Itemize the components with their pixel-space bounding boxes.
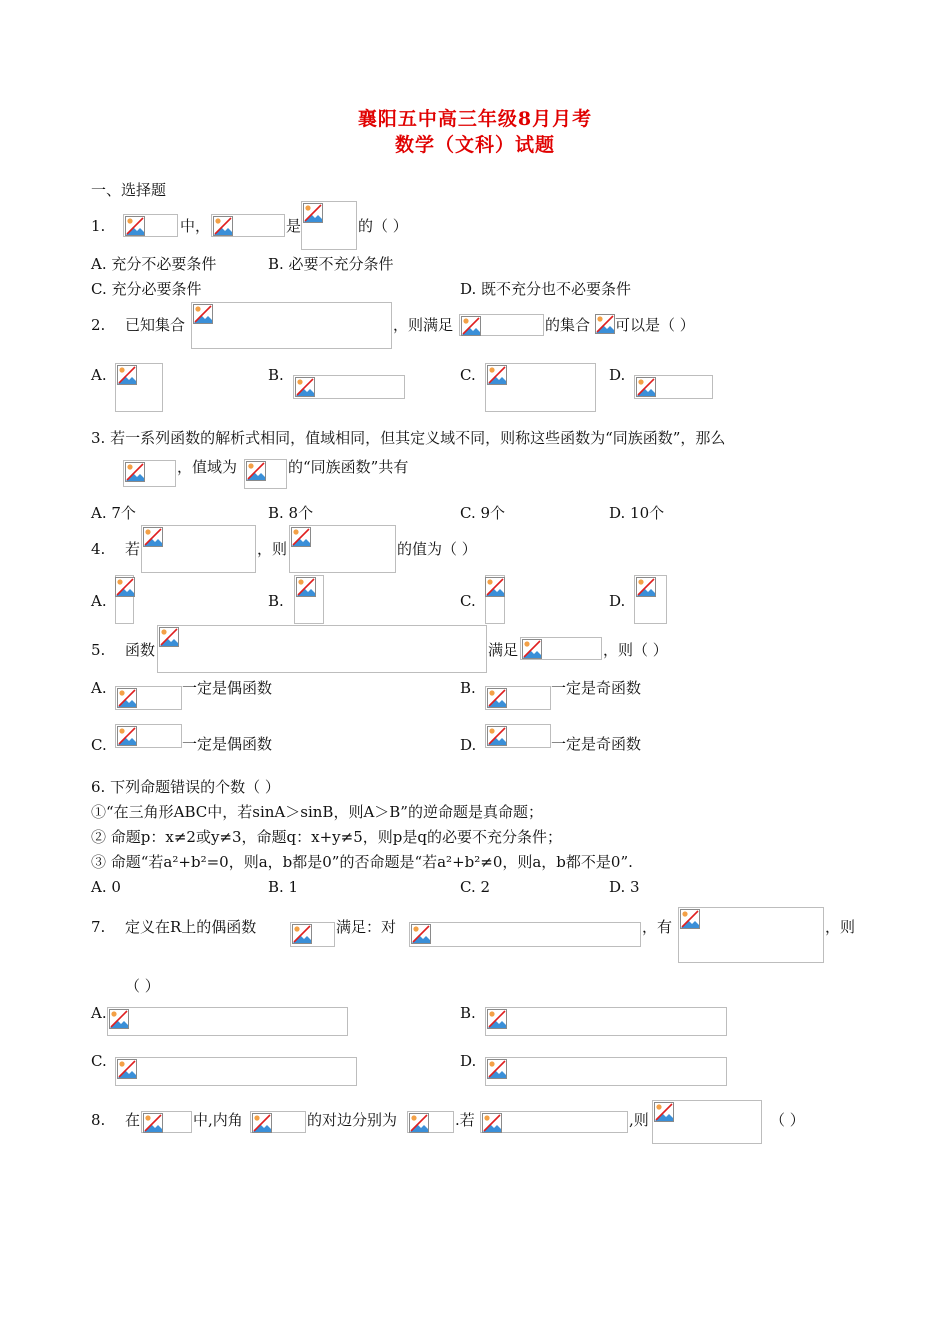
formula-image [141,525,256,573]
q2-text: ，则满足 [393,316,454,334]
broken-image-icon [246,461,266,481]
q5-option-a: A. [91,679,107,697]
broken-image-icon [487,1059,507,1079]
broken-image-icon [213,216,233,236]
q4-option-b: B. [268,592,284,610]
q1-text: 中， [180,217,211,235]
q6-option-d: D. 3 [609,878,640,896]
q2-option-b: B. [268,366,284,384]
q7-text: ，则 [825,918,856,936]
formula-image [485,686,551,710]
formula-image [459,314,544,336]
broken-image-icon [143,1113,163,1133]
q6-option-a: A. 0 [91,878,121,896]
q3-option-a: A. 7个 [91,504,136,522]
formula-image [485,575,505,624]
q7-text: ，有 [642,918,673,936]
q3-option-d: D. 10个 [609,504,665,522]
formula-image [289,525,396,573]
formula-image [115,686,182,710]
q3-text: ，值域为 [177,458,238,476]
formula-image [157,625,487,673]
broken-image-icon [143,527,163,547]
q8-number: 8. [91,1111,106,1129]
formula-image [678,907,824,963]
q6-text: 6. 下列命题错误的个数（ ） [91,778,280,796]
q8-text: ,则 [629,1111,649,1129]
broken-image-icon [117,726,137,746]
q1-option-a: A. 充分不必要条件 [91,255,217,273]
q7-option-c: C. [91,1052,107,1070]
q1-option-c: C. 充分必要条件 [91,280,202,298]
q4-number: 4. [91,540,106,558]
formula-image [480,1111,628,1133]
page-title: 襄阳五中高三年级8月月考 [357,108,593,130]
broken-image-icon [487,726,507,746]
q1-option-b: B. 必要不充分条件 [268,255,394,273]
q5-option-a-text: 一定是偶函数 [182,679,273,697]
q4-option-a: A. [91,592,107,610]
broken-image-icon [193,304,213,324]
q5-option-d: D. [460,736,477,754]
q5-text: 函数 [125,641,156,659]
formula-image [634,375,713,399]
q4-text: 的值为（ ） [397,540,477,558]
formula-image [485,1007,727,1036]
q8-text: 在 [125,1111,141,1129]
broken-image-icon [482,1113,502,1133]
q2-number: 2. [91,316,106,334]
broken-image-icon [115,577,135,597]
q5-option-b-text: 一定是奇函数 [551,679,642,697]
formula-image [301,201,357,250]
broken-image-icon [522,639,542,659]
broken-image-icon [409,1113,429,1133]
formula-image [244,459,287,489]
page-subtitle: 数学（文科）试题 [394,134,555,156]
formula-image [409,922,641,947]
q8-text: 中,内角 [193,1111,243,1129]
q2-text: 可以是（ ） [615,316,695,334]
broken-image-icon [292,924,312,944]
q2-text: 已知集合 [125,316,186,334]
q5-option-c: C. [91,736,107,754]
formula-image [293,375,405,399]
formula-image [211,214,285,237]
q5-option-b: B. [460,679,476,697]
broken-image-icon [117,365,137,385]
q1-text: 是 [286,217,302,235]
q2-option-a: A. [91,366,107,384]
q1-text: 的（ ） [358,217,408,235]
q8-text: .若 [455,1111,475,1129]
broken-image-icon [461,316,481,336]
broken-image-icon [117,688,137,708]
formula-image [634,575,667,624]
formula-image [115,724,182,748]
formula-image [123,460,176,487]
formula-image [250,1111,306,1133]
q5-text: 满足 [488,641,519,659]
q4-option-d: D. [609,592,626,610]
q6-option-b: B. 1 [268,878,299,896]
q1-option-d: D. 既不充分也不必要条件 [460,280,632,298]
broken-image-icon [487,365,507,385]
broken-image-icon [303,203,323,223]
q4-text: ，则 [257,540,288,558]
formula-image [115,575,134,624]
broken-image-icon [252,1113,272,1133]
formula-image [652,1100,762,1144]
broken-image-icon [159,627,179,647]
broken-image-icon [654,1102,674,1122]
q3-option-b: B. 8个 [268,504,314,522]
q7-number: 7. [91,918,106,936]
broken-image-icon [291,527,311,547]
broken-image-icon [109,1009,129,1029]
broken-image-icon [487,688,507,708]
section-heading: 一、选择题 [91,181,167,199]
q5-text: ，则（ ） [603,641,668,659]
q7-text: 满足：对 [336,918,397,936]
formula-image [485,363,596,412]
broken-image-icon [680,909,700,929]
q6-statement-1: ①“在三角形ABC中，若sinA＞sinB，则A＞B”的逆命题是真命题； [91,803,543,821]
q6-statement-2: ② 命题p：x≠2或y≠3，命题q：x+y≠5，则p是q的必要不充分条件； [91,828,562,846]
formula-image [485,724,551,748]
q7-option-d: D. [460,1052,477,1070]
q3-text: 3. 若一系列函数的解析式相同，值域相同，但其定义域不同，则称这些函数为“同族函数”，那么 [91,429,726,447]
formula-image [407,1111,454,1133]
broken-image-icon [487,1009,507,1029]
broken-image-icon [411,924,431,944]
q5-option-d-text: 一定是奇函数 [551,735,642,753]
formula-image [107,1007,348,1036]
q2-text: 的集合 [545,316,591,334]
broken-image-icon [636,577,656,597]
formula-image [485,1057,727,1086]
q2-option-c: C. [460,366,476,384]
q8-text: （ ） [770,1111,805,1129]
q6-option-c: C. 2 [460,878,491,896]
formula-image [115,1057,357,1086]
q3-text: 的“同族函数”共有 [288,458,409,476]
formula-image [520,637,602,660]
q4-option-c: C. [460,592,476,610]
q8-text: 的对边分别为 [307,1111,398,1129]
broken-image-icon [125,462,145,482]
q7-option-a: A. [91,1004,107,1022]
broken-image-icon [595,314,615,334]
formula-image [294,575,324,624]
broken-image-icon [296,577,316,597]
broken-image-icon [485,577,505,597]
q6-statement-3: ③ 命题“若a²+b²=0，则a，b都是0”的否命题是“若a²+b²≠0，则a，b都不是0”. [91,853,633,871]
formula-image [290,922,335,947]
q1-number: 1. [91,217,106,235]
formula-image [123,214,178,237]
q5-option-c-text: 一定是偶函数 [182,735,273,753]
q5-number: 5. [91,641,106,659]
q7-text: 定义在R上的偶函数 [125,918,257,936]
q2-option-d: D. [609,366,626,384]
formula-image [595,314,615,336]
broken-image-icon [117,1059,137,1079]
formula-image [191,302,392,349]
formula-image [141,1111,192,1133]
q7-option-b: B. [460,1004,476,1022]
broken-image-icon [636,377,656,397]
broken-image-icon [125,216,145,236]
broken-image-icon [295,377,315,397]
q7-answer-paren: （ ） [125,977,160,995]
formula-image [115,363,163,412]
q4-text: 若 [125,540,141,558]
q3-option-c: C. 9个 [460,504,506,522]
